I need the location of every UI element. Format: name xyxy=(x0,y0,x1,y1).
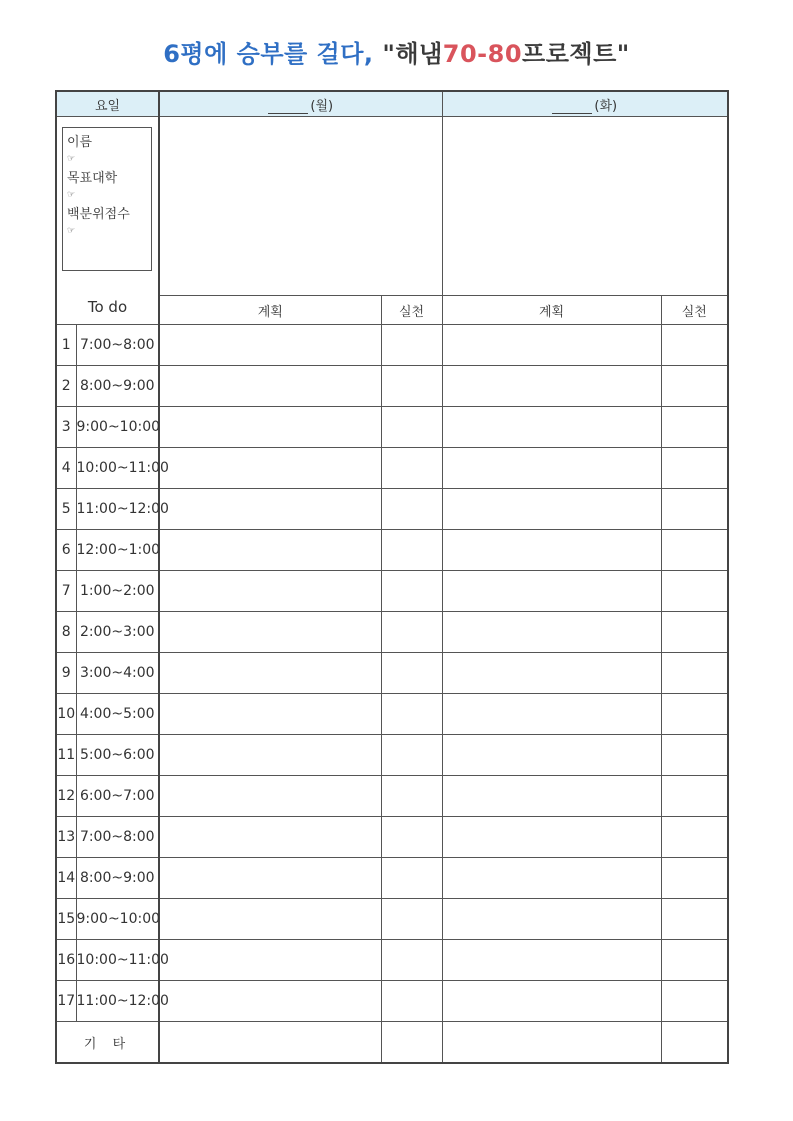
monday-done-cell[interactable] xyxy=(381,735,442,776)
monday-plan-cell[interactable] xyxy=(159,407,381,448)
tuesday-plan-cell[interactable] xyxy=(442,366,661,407)
student-info-cell xyxy=(56,117,159,325)
monday-plan-cell[interactable] xyxy=(159,858,381,899)
slot-number: 11 xyxy=(56,735,76,776)
monday-plan-cell[interactable] xyxy=(159,612,381,653)
time-slot-row xyxy=(56,981,728,1022)
time-slot-row xyxy=(56,776,728,817)
monday-done-cell[interactable] xyxy=(381,981,442,1022)
tuesday-plan-cell[interactable] xyxy=(442,571,661,612)
slot-number: 15 xyxy=(56,899,76,940)
monday-plan-cell[interactable] xyxy=(159,817,381,858)
tuesday-done-cell[interactable] xyxy=(661,858,728,899)
monday-plan-header: 계획 xyxy=(159,296,381,325)
tuesday-plan-cell[interactable] xyxy=(442,489,661,530)
tuesday-plan-cell[interactable] xyxy=(442,899,661,940)
slot-time: 8:00~9:00 xyxy=(76,858,159,899)
time-slot-row xyxy=(56,899,728,940)
tuesday-done-cell[interactable] xyxy=(661,325,728,366)
slot-time: 3:00~4:00 xyxy=(76,653,159,694)
slot-number: 3 xyxy=(56,407,76,448)
monday-done-cell[interactable] xyxy=(381,448,442,489)
monday-done-header: 실천 xyxy=(381,296,442,325)
date-blank[interactable] xyxy=(552,101,592,114)
slot-number: 16 xyxy=(56,940,76,981)
pointing-hand-icon: ☞ xyxy=(67,190,76,200)
time-slot-row xyxy=(56,407,728,448)
slot-number: 8 xyxy=(56,612,76,653)
tuesday-plan-cell[interactable] xyxy=(442,612,661,653)
day-monday-header[interactable] xyxy=(159,91,442,117)
monday-etc-plan-cell[interactable] xyxy=(159,1022,381,1064)
monday-plan-cell[interactable] xyxy=(159,776,381,817)
monday-done-cell[interactable] xyxy=(381,612,442,653)
time-slot-row xyxy=(56,940,728,981)
monday-done-cell[interactable] xyxy=(381,325,442,366)
monday-done-cell[interactable] xyxy=(381,366,442,407)
tuesday-etc-done-cell[interactable] xyxy=(661,1022,728,1064)
slot-number: 12 xyxy=(56,776,76,817)
tuesday-plan-cell[interactable] xyxy=(442,940,661,981)
day-monday-label: (월) xyxy=(310,98,334,114)
tuesday-plan-cell[interactable] xyxy=(442,735,661,776)
slot-time: 11:00~12:00 xyxy=(76,489,159,530)
tuesday-done-header: 실천 xyxy=(661,296,728,325)
slot-number: 10 xyxy=(56,694,76,735)
slot-number: 2 xyxy=(56,366,76,407)
monday-plan-cell[interactable] xyxy=(159,981,381,1022)
monday-done-cell[interactable] xyxy=(381,653,442,694)
slot-number: 1 xyxy=(56,325,76,366)
slot-time: 2:00~3:00 xyxy=(76,612,159,653)
time-slot-row xyxy=(56,653,728,694)
day-tuesday-header[interactable] xyxy=(442,91,728,117)
monday-plan-cell[interactable] xyxy=(159,694,381,735)
pointing-hand-icon: ☞ xyxy=(67,154,76,164)
slot-time: 12:00~1:00 xyxy=(76,530,159,571)
slot-time: 4:00~5:00 xyxy=(76,694,159,735)
slot-number: 9 xyxy=(56,653,76,694)
header-row xyxy=(56,91,728,117)
monday-done-cell[interactable] xyxy=(381,489,442,530)
tuesday-done-cell[interactable] xyxy=(661,694,728,735)
monday-done-cell[interactable] xyxy=(381,776,442,817)
slot-number: 14 xyxy=(56,858,76,899)
monday-done-cell[interactable] xyxy=(381,899,442,940)
tuesday-done-cell[interactable] xyxy=(661,940,728,981)
tuesday-done-cell[interactable] xyxy=(661,776,728,817)
title-part-2: "해냄 xyxy=(382,40,443,68)
title-part-1: 6평에 승부를 걸다, xyxy=(163,40,383,68)
tuesday-plan-cell[interactable] xyxy=(442,817,661,858)
time-slot-row xyxy=(56,448,728,489)
monday-plan-cell[interactable] xyxy=(159,571,381,612)
student-info-box xyxy=(62,127,152,271)
slot-time: 5:00~6:00 xyxy=(76,735,159,776)
slot-time: 6:00~7:00 xyxy=(76,776,159,817)
time-slot-row xyxy=(56,325,728,366)
slot-time: 11:00~12:00 xyxy=(76,981,159,1022)
monday-done-cell[interactable] xyxy=(381,407,442,448)
monday-plan-cell[interactable] xyxy=(159,653,381,694)
title-part-3: 70-80 xyxy=(442,40,523,68)
slot-number: 5 xyxy=(56,489,76,530)
monday-done-cell[interactable] xyxy=(381,694,442,735)
time-slot-row xyxy=(56,694,728,735)
tuesday-plan-cell[interactable] xyxy=(442,694,661,735)
tuesday-notes-area[interactable] xyxy=(442,117,728,296)
time-slot-row xyxy=(56,571,728,612)
slot-number: 7 xyxy=(56,571,76,612)
slot-time: 10:00~11:00 xyxy=(76,940,159,981)
tuesday-done-cell[interactable] xyxy=(661,407,728,448)
tuesday-plan-cell[interactable] xyxy=(442,448,661,489)
tuesday-plan-cell[interactable] xyxy=(442,530,661,571)
time-slot-row xyxy=(56,489,728,530)
slot-time: 7:00~8:00 xyxy=(76,817,159,858)
monday-plan-cell[interactable] xyxy=(159,448,381,489)
weekday-label: 요일 xyxy=(56,91,159,117)
monday-plan-cell[interactable] xyxy=(159,489,381,530)
monday-done-cell[interactable] xyxy=(381,940,442,981)
slot-time: 9:00~10:00 xyxy=(76,407,159,448)
tuesday-etc-plan-cell[interactable] xyxy=(442,1022,661,1064)
page-title xyxy=(0,34,793,69)
monday-etc-done-cell[interactable] xyxy=(381,1022,442,1064)
pointing-hand-icon: ☞ xyxy=(67,226,76,236)
slot-number: 17 xyxy=(56,981,76,1022)
etc-label: 기 타 xyxy=(56,1022,159,1064)
monday-plan-cell[interactable] xyxy=(159,940,381,981)
monday-plan-cell[interactable] xyxy=(159,735,381,776)
slot-time: 9:00~10:00 xyxy=(76,899,159,940)
tuesday-done-cell[interactable] xyxy=(661,448,728,489)
name-label: 이름 xyxy=(67,135,93,150)
monday-plan-cell[interactable] xyxy=(159,366,381,407)
slot-number: 6 xyxy=(56,530,76,571)
todo-label: To do xyxy=(87,298,128,316)
tuesday-done-cell[interactable] xyxy=(661,530,728,571)
slot-time: 7:00~8:00 xyxy=(76,325,159,366)
tuesday-plan-cell[interactable] xyxy=(442,325,661,366)
time-slot-row xyxy=(56,530,728,571)
target-university-label: 목표대학 xyxy=(67,171,118,186)
tuesday-done-cell[interactable] xyxy=(661,817,728,858)
tuesday-done-cell[interactable] xyxy=(661,612,728,653)
tuesday-done-cell[interactable] xyxy=(661,899,728,940)
monday-done-cell[interactable] xyxy=(381,817,442,858)
monday-plan-cell[interactable] xyxy=(159,899,381,940)
time-slot-row xyxy=(56,366,728,407)
tuesday-plan-cell[interactable] xyxy=(442,981,661,1022)
monday-plan-cell[interactable] xyxy=(159,530,381,571)
tuesday-done-cell[interactable] xyxy=(661,653,728,694)
monday-done-cell[interactable] xyxy=(381,858,442,899)
slot-time: 1:00~2:00 xyxy=(76,571,159,612)
tuesday-done-cell[interactable] xyxy=(661,366,728,407)
etc-row xyxy=(56,1022,728,1064)
slot-number: 4 xyxy=(56,448,76,489)
day-tuesday-label: (화) xyxy=(594,98,618,114)
tuesday-plan-cell[interactable] xyxy=(442,653,661,694)
tuesday-plan-header: 계획 xyxy=(442,296,661,325)
tuesday-done-cell[interactable] xyxy=(661,735,728,776)
monday-plan-cell[interactable] xyxy=(159,325,381,366)
slot-time: 10:00~11:00 xyxy=(76,448,159,489)
time-slot-row xyxy=(56,735,728,776)
time-slot-row xyxy=(56,612,728,653)
monday-notes-area[interactable] xyxy=(159,117,442,296)
monday-done-cell[interactable] xyxy=(381,571,442,612)
tuesday-done-cell[interactable] xyxy=(661,981,728,1022)
monday-done-cell[interactable] xyxy=(381,530,442,571)
tuesday-plan-cell[interactable] xyxy=(442,407,661,448)
info-row xyxy=(56,117,728,296)
time-slot-row xyxy=(56,817,728,858)
tuesday-done-cell[interactable] xyxy=(661,571,728,612)
slot-number: 13 xyxy=(56,817,76,858)
title-part-4: 프로젝트" xyxy=(522,40,630,68)
tuesday-plan-cell[interactable] xyxy=(442,776,661,817)
percentile-score-label: 백분위점수 xyxy=(67,207,130,222)
date-blank[interactable] xyxy=(268,101,308,114)
slot-time: 8:00~9:00 xyxy=(76,366,159,407)
tuesday-plan-cell[interactable] xyxy=(442,858,661,899)
planner-table xyxy=(55,90,729,1064)
tuesday-done-cell[interactable] xyxy=(661,489,728,530)
time-slot-row xyxy=(56,858,728,899)
